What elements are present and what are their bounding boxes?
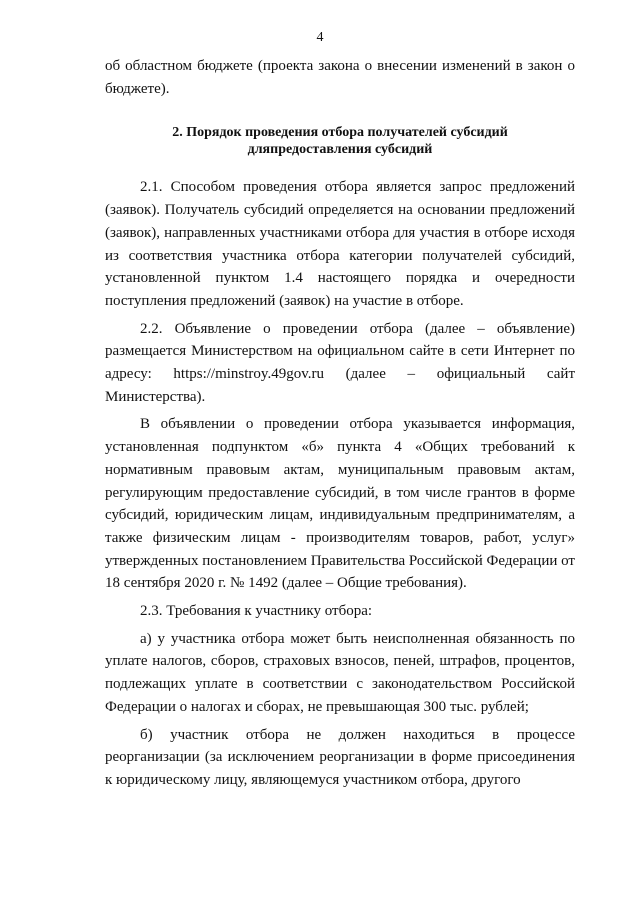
section-heading bbox=[105, 124, 575, 158]
intro-paragraph: об областном бюджете (проекта закона о внесении изменений в закон о бюджете). bbox=[105, 58, 575, 97]
paragraph-2-2: 2.2. Объявление о проведении отбора (далее – объявление) размещается Министерством на официальном сайте в сети Интернет по адресу: https://minstroy.49gov.ru (далее – официальный сайт Министерства). bbox=[105, 320, 575, 405]
page-number: 4 bbox=[316, 30, 324, 45]
paragraph-announcement: В объявлении о проведении отбора указывается информация, установленная подпунктом «б» пункта 4 «Общих требований к нормативным правовым актам, муниципальным правовым актам, регулирующим предоставление субсидий, в том числе грантов в форме субсидий, юридическим лицам, индивидуальным предпринимателям, а также физическим лицам - производителям товаров, работ, услуг» утвержденных постановлением Правительства Российской Федерации от 18 сентября 2020 г. № 1492 (далее – Общие требования). bbox=[105, 416, 575, 592]
paragraph-2-1: 2.1. Способом проведения отбора является запрос предложений (заявок). Получатель субсидий определяется на основании предложений (заявок), направленных участниками отбора для участия в отборе исходя из соответствия участника отбора категории получателей субсидий, установленной пунктом 1.4 настоящего порядка и очередности поступления предложений (заявок) на участие в отборе. bbox=[105, 179, 575, 309]
paragraph-item-a: а) у участника отбора может быть неисполненная обязанность по уплате налогов, сборов, страховых взносов, пеней, штрафов, процентов, подлежащих уплате в соответствии с законодательством Российской Федерации о налогах и сборах, не превышающая 300 тыс. рублей; bbox=[105, 630, 575, 715]
paragraph-item-b: б) участник отбора не должен находиться в процессе реорганизации (за исключением реорганизации в форме присоединения к юридическому лицу, являющемуся участником отбора, другого bbox=[105, 726, 575, 788]
paragraph-2-3: 2.3. Требования к участнику отбора: bbox=[140, 603, 373, 620]
section-heading-line-1: 2. Порядок проведения отбора получателей субсидий bbox=[172, 125, 508, 141]
section-heading-line-2: дляпредоставления субсидий bbox=[247, 142, 433, 158]
document-body bbox=[105, 55, 575, 792]
